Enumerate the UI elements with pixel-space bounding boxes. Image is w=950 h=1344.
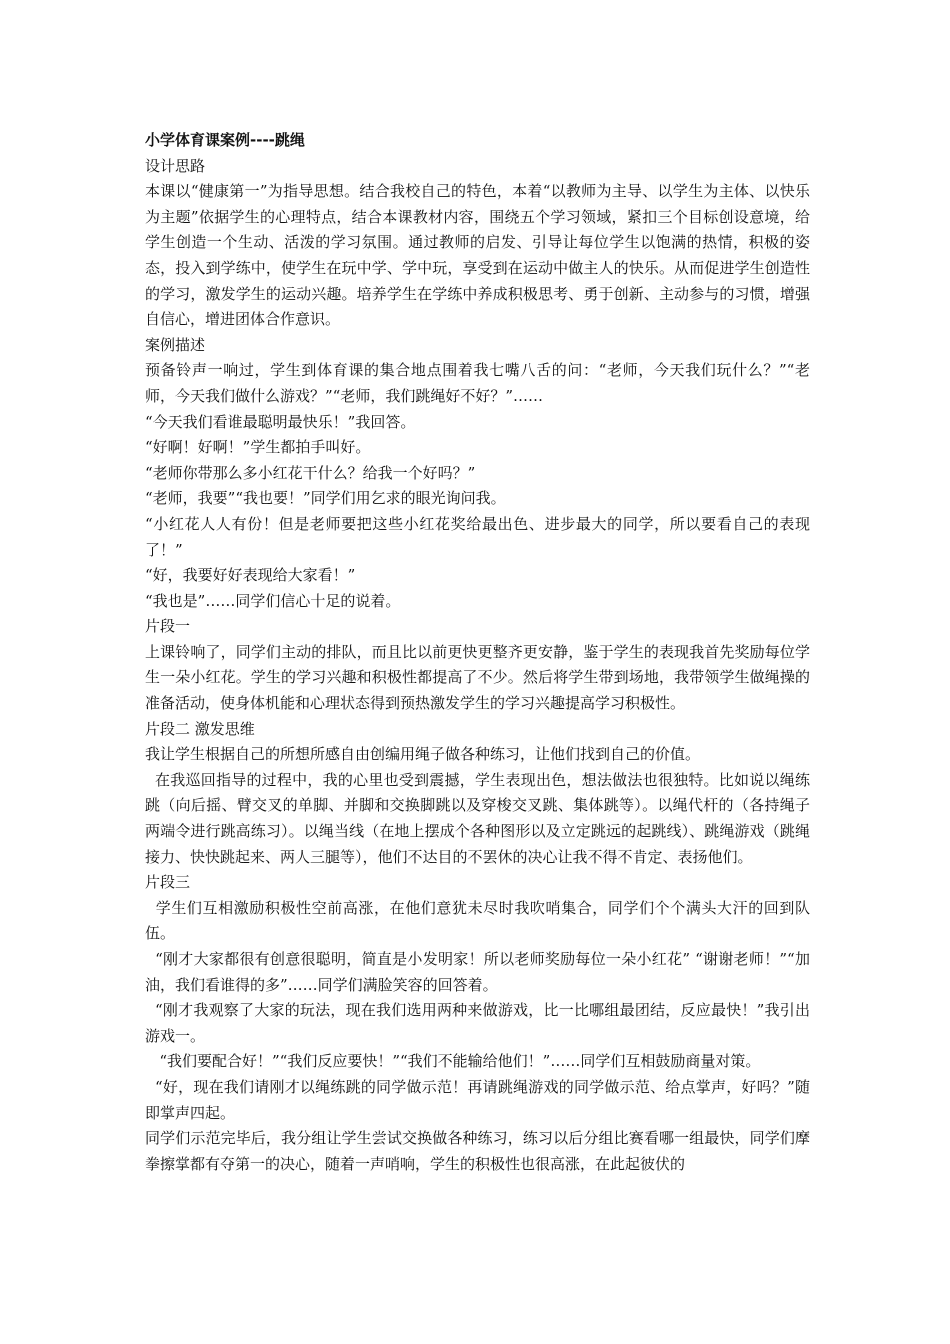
section-heading-segment-3: 片段三 (145, 873, 191, 892)
paragraph-design-text: 本课以“健康第一”为指导思想。结合我校自己的特色，本着“以教师为主导、以学生为主体、以快乐为主题”依据学生的心理特点，结合本课教材内容，围绕五个学习领域，紧扣三个目标创设意境，给学生创造一个生动、活泼的学习氛围。通过教师的启发、引导让每位学生以饱满的热情，积极的姿态，投入到学练中，使学生在玩中学、学中玩，享受到在运动中做主人的快乐。从而促进学生创造性的学习，激发学生的运动兴趣。培养学生在学练中养成积极思考、勇于创新、主动参与的习惯，增强自信心，增进团体合作意识。 (145, 182, 810, 329)
document-title: 小学体育课案例----跳绳 (145, 131, 305, 149)
paragraph-segment-1: 上课铃响了，同学们主动的排队，而且比以前更快更整齐更安静，鉴于学生的表现我首先奖励每位学生一朵小红花。学生的学习兴趣和积极性都提高了不少。然后将学生带到场地，我带领学生做绳操的准备活动，使身体机能和心理状态得到预热激发学生的学习兴趣提高学习积极性。 (145, 642, 810, 713)
document-page (145, 128, 810, 1177)
section-heading-segment-1: 片段一 (145, 617, 191, 636)
dialogue-line: “刚才大家都很有创意很聪明，简直是小发明家！所以老师奖励每位一朵小红花” “谢谢老师！”“加油，我们看谁得的多”……同学们满脸笑容的回答着。 (145, 950, 810, 994)
paragraph-segment-2-intro: 我让学生根据自己的所想所感自由创编用绳子做各种练习，让他们找到自己的价值。 (145, 745, 701, 764)
dialogue-line: “刚才我观察了大家的玩法，现在我们选用两种来做游戏，比一比哪组最团结，反应最快！”我引出游戏一。 (145, 1001, 811, 1045)
dialogue-line: “老师，我要”“我也要！”同学们用乞求的眼光询问我。 (145, 489, 506, 508)
section-heading-segment-2: 片段二 激发思维 (145, 719, 255, 738)
paragraph-case-intro: 预备铃声一响过，学生到体育课的集合地点围着我七嘴八舌的问：“老师，今天我们玩什么？”“老师，今天我们做什么游戏？”“老师，我们跳绳好不好？”…… (145, 361, 810, 405)
dialogue-line: “好啊！好啊！”学生都拍手叫好。 (145, 438, 371, 457)
paragraph-segment-2-body: 在我巡回指导的过程中，我的心里也受到震撼，学生表现出色，想法做法也很独特。比如说以绳练跳（向后摇、臂交叉的单脚、并脚和交换脚跳以及穿梭交叉跳、集体跳等）。以绳代杆的（各持绳子两端令进行跳高练习）。以绳当线（在地上摆成个各种图形以及立定跳远的起跳线）、跳绳游戏（跳绳接力、快快跳起来、两人三腿等），他们不达目的不罢休的决心让我不得不肯定、表扬他们。 (145, 770, 810, 866)
dialogue-line: “今天我们看谁最聪明最快乐！”我回答。 (145, 412, 416, 431)
dialogue-line: “我们要配合好！”“我们反应要快！”“我们不能输给他们！”……同学们互相鼓励商量对策。 (145, 1052, 761, 1071)
dialogue-line: “小红花人人有份！但是老师要把这些小红花奖给最出色、进步最大的同学，所以要看自己的表现了！” (145, 514, 810, 559)
dialogue-line: “好，现在我们请刚才以绳练跳的同学做示范！再请跳绳游戏的同学做示范、给点掌声，好吗？”随即掌声四起。 (145, 1077, 811, 1122)
section-heading-design: 设计思路 (145, 156, 206, 175)
dialogue-line: “好，我要好好表现给大家看！” (145, 566, 356, 585)
paragraph-segment-3: 学生们互相激励积极性空前高涨，在他们意犹未尽时我吹哨集合，同学们个个满头大汗的回到队伍。 (145, 898, 810, 943)
dialogue-line: “我也是”……同学们信心十足的说着。 (145, 591, 401, 610)
section-heading-case: 案例描述 (145, 335, 206, 354)
dialogue-line: “老师你带那么多小红花干什么？给我一个好吗？” (145, 463, 476, 482)
paragraph-closing: 同学们示范完毕后，我分组让学生尝试交换做各种练习，练习以后分组比赛看哪一组最快，同学们摩拳擦掌都有夺第一的决心，随着一声哨响，学生的积极性也很高涨，在此起彼伏的 (145, 1129, 810, 1173)
